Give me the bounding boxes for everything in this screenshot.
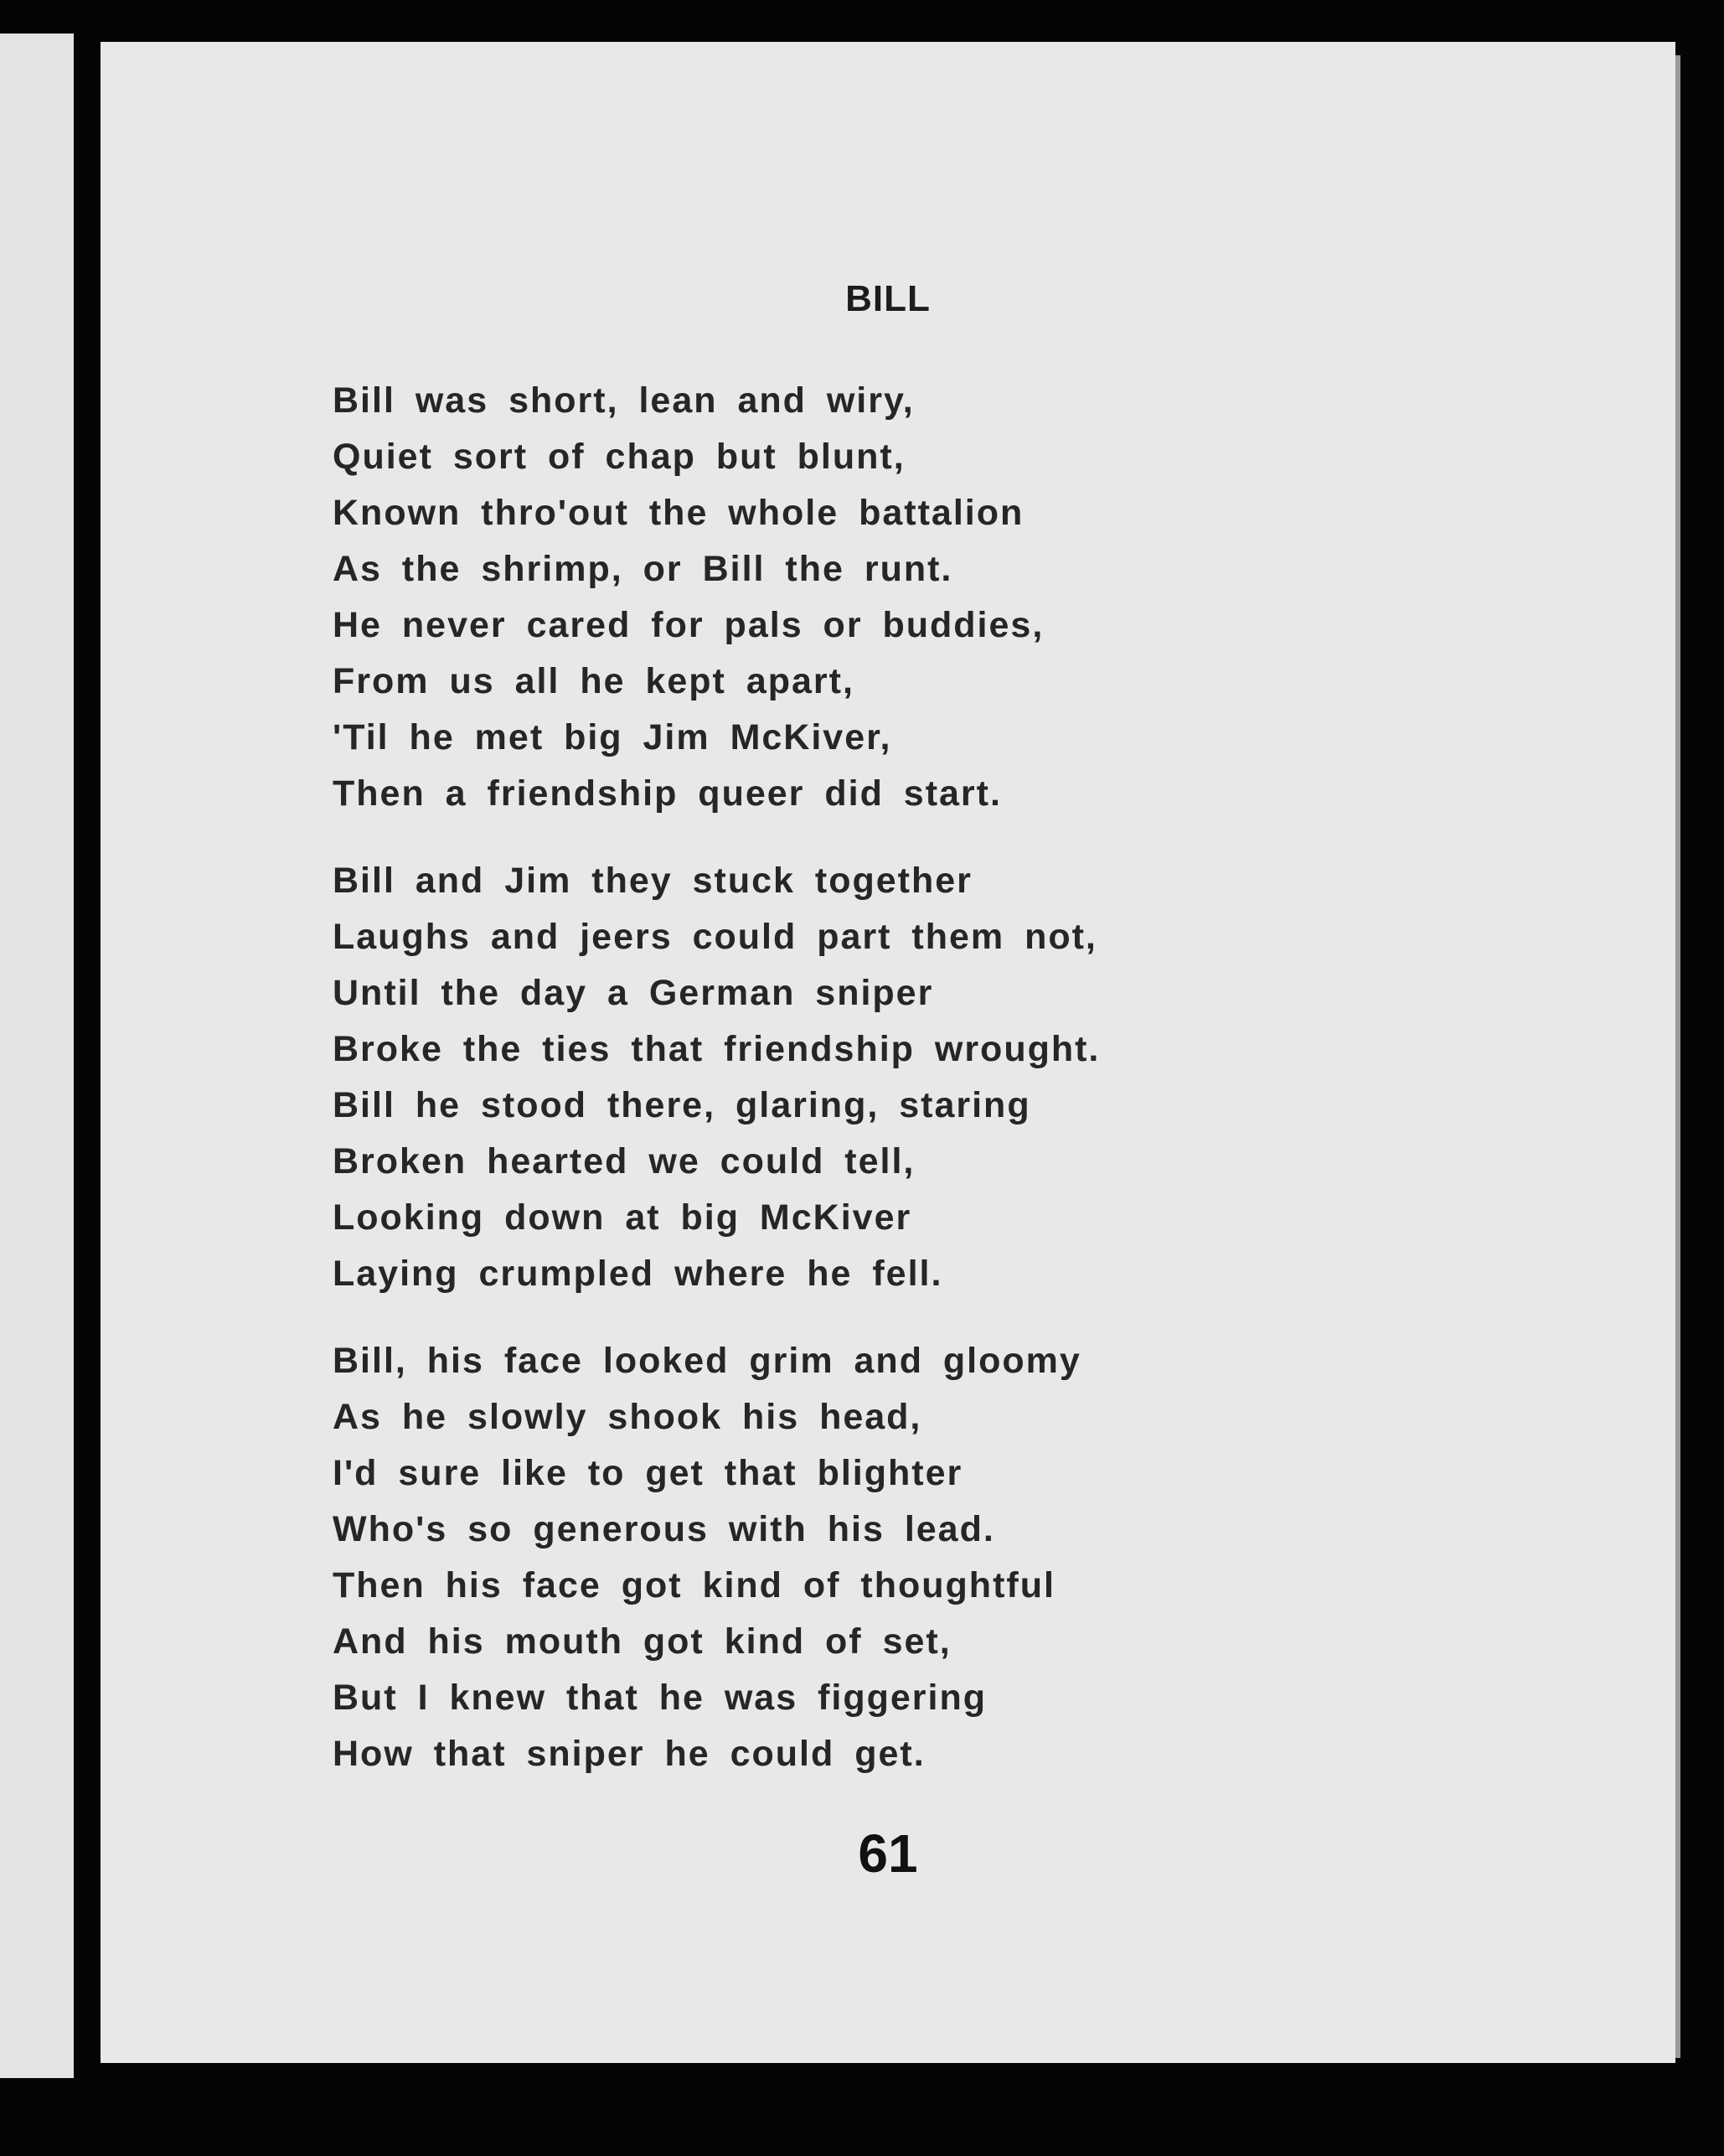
poem-line: I'd sure like to get that blighter: [333, 1453, 963, 1493]
poem-line: Quiet sort of chap but blunt,: [333, 437, 906, 477]
poem-line: From us all he kept apart,: [333, 661, 854, 701]
poem-line: Laughs and jeers could part them not,: [333, 917, 1097, 957]
poem-title: BILL: [845, 278, 931, 319]
poem-line: 'Til he met big Jim McKiver,: [333, 717, 892, 757]
stanza-1: [333, 373, 1589, 822]
poem-line: Then his face got kind of thoughtful: [333, 1565, 1056, 1605]
poem-line: How that sniper he could get.: [333, 1734, 926, 1774]
poem-line: Bill was short, lean and wiry,: [333, 380, 915, 421]
poem-line: As the shrimp, or Bill the runt.: [333, 549, 953, 589]
stanza-2: [333, 853, 1589, 1302]
poem-line: Bill, his face looked grim and gloomy: [333, 1341, 1081, 1381]
poem-line: He never cared for pals or buddies,: [333, 605, 1045, 645]
poem-line: And his mouth got kind of set,: [333, 1621, 952, 1662]
poem-line: Laying crumpled where he fell.: [333, 1254, 943, 1294]
poem-line: Bill he stood there, glaring, staring: [333, 1085, 1031, 1125]
poem-body: [333, 373, 1589, 1813]
poem-line: Broken hearted we could tell,: [333, 1141, 916, 1181]
stanza-3: [333, 1333, 1589, 1782]
poem-line: As he slowly shook his head,: [333, 1397, 922, 1437]
previous-page-edge: [0, 34, 74, 2078]
poem-line: Broke the ties that friendship wrought.: [333, 1029, 1101, 1069]
poem-line: Until the day a German sniper: [333, 973, 934, 1013]
page-number: 61: [858, 1823, 918, 1884]
poem-line: Known thro'out the whole battalion: [333, 493, 1025, 533]
poem-line: Then a friendship queer did start.: [333, 773, 1002, 814]
poem-line: Looking down at big McKiver: [333, 1197, 912, 1238]
poem-line: But I knew that he was figgering: [333, 1678, 988, 1718]
poem-line: Who's so generous with his lead.: [333, 1509, 995, 1549]
poem-line: Bill and Jim they stuck together: [333, 861, 973, 901]
book-page: [101, 42, 1675, 2063]
